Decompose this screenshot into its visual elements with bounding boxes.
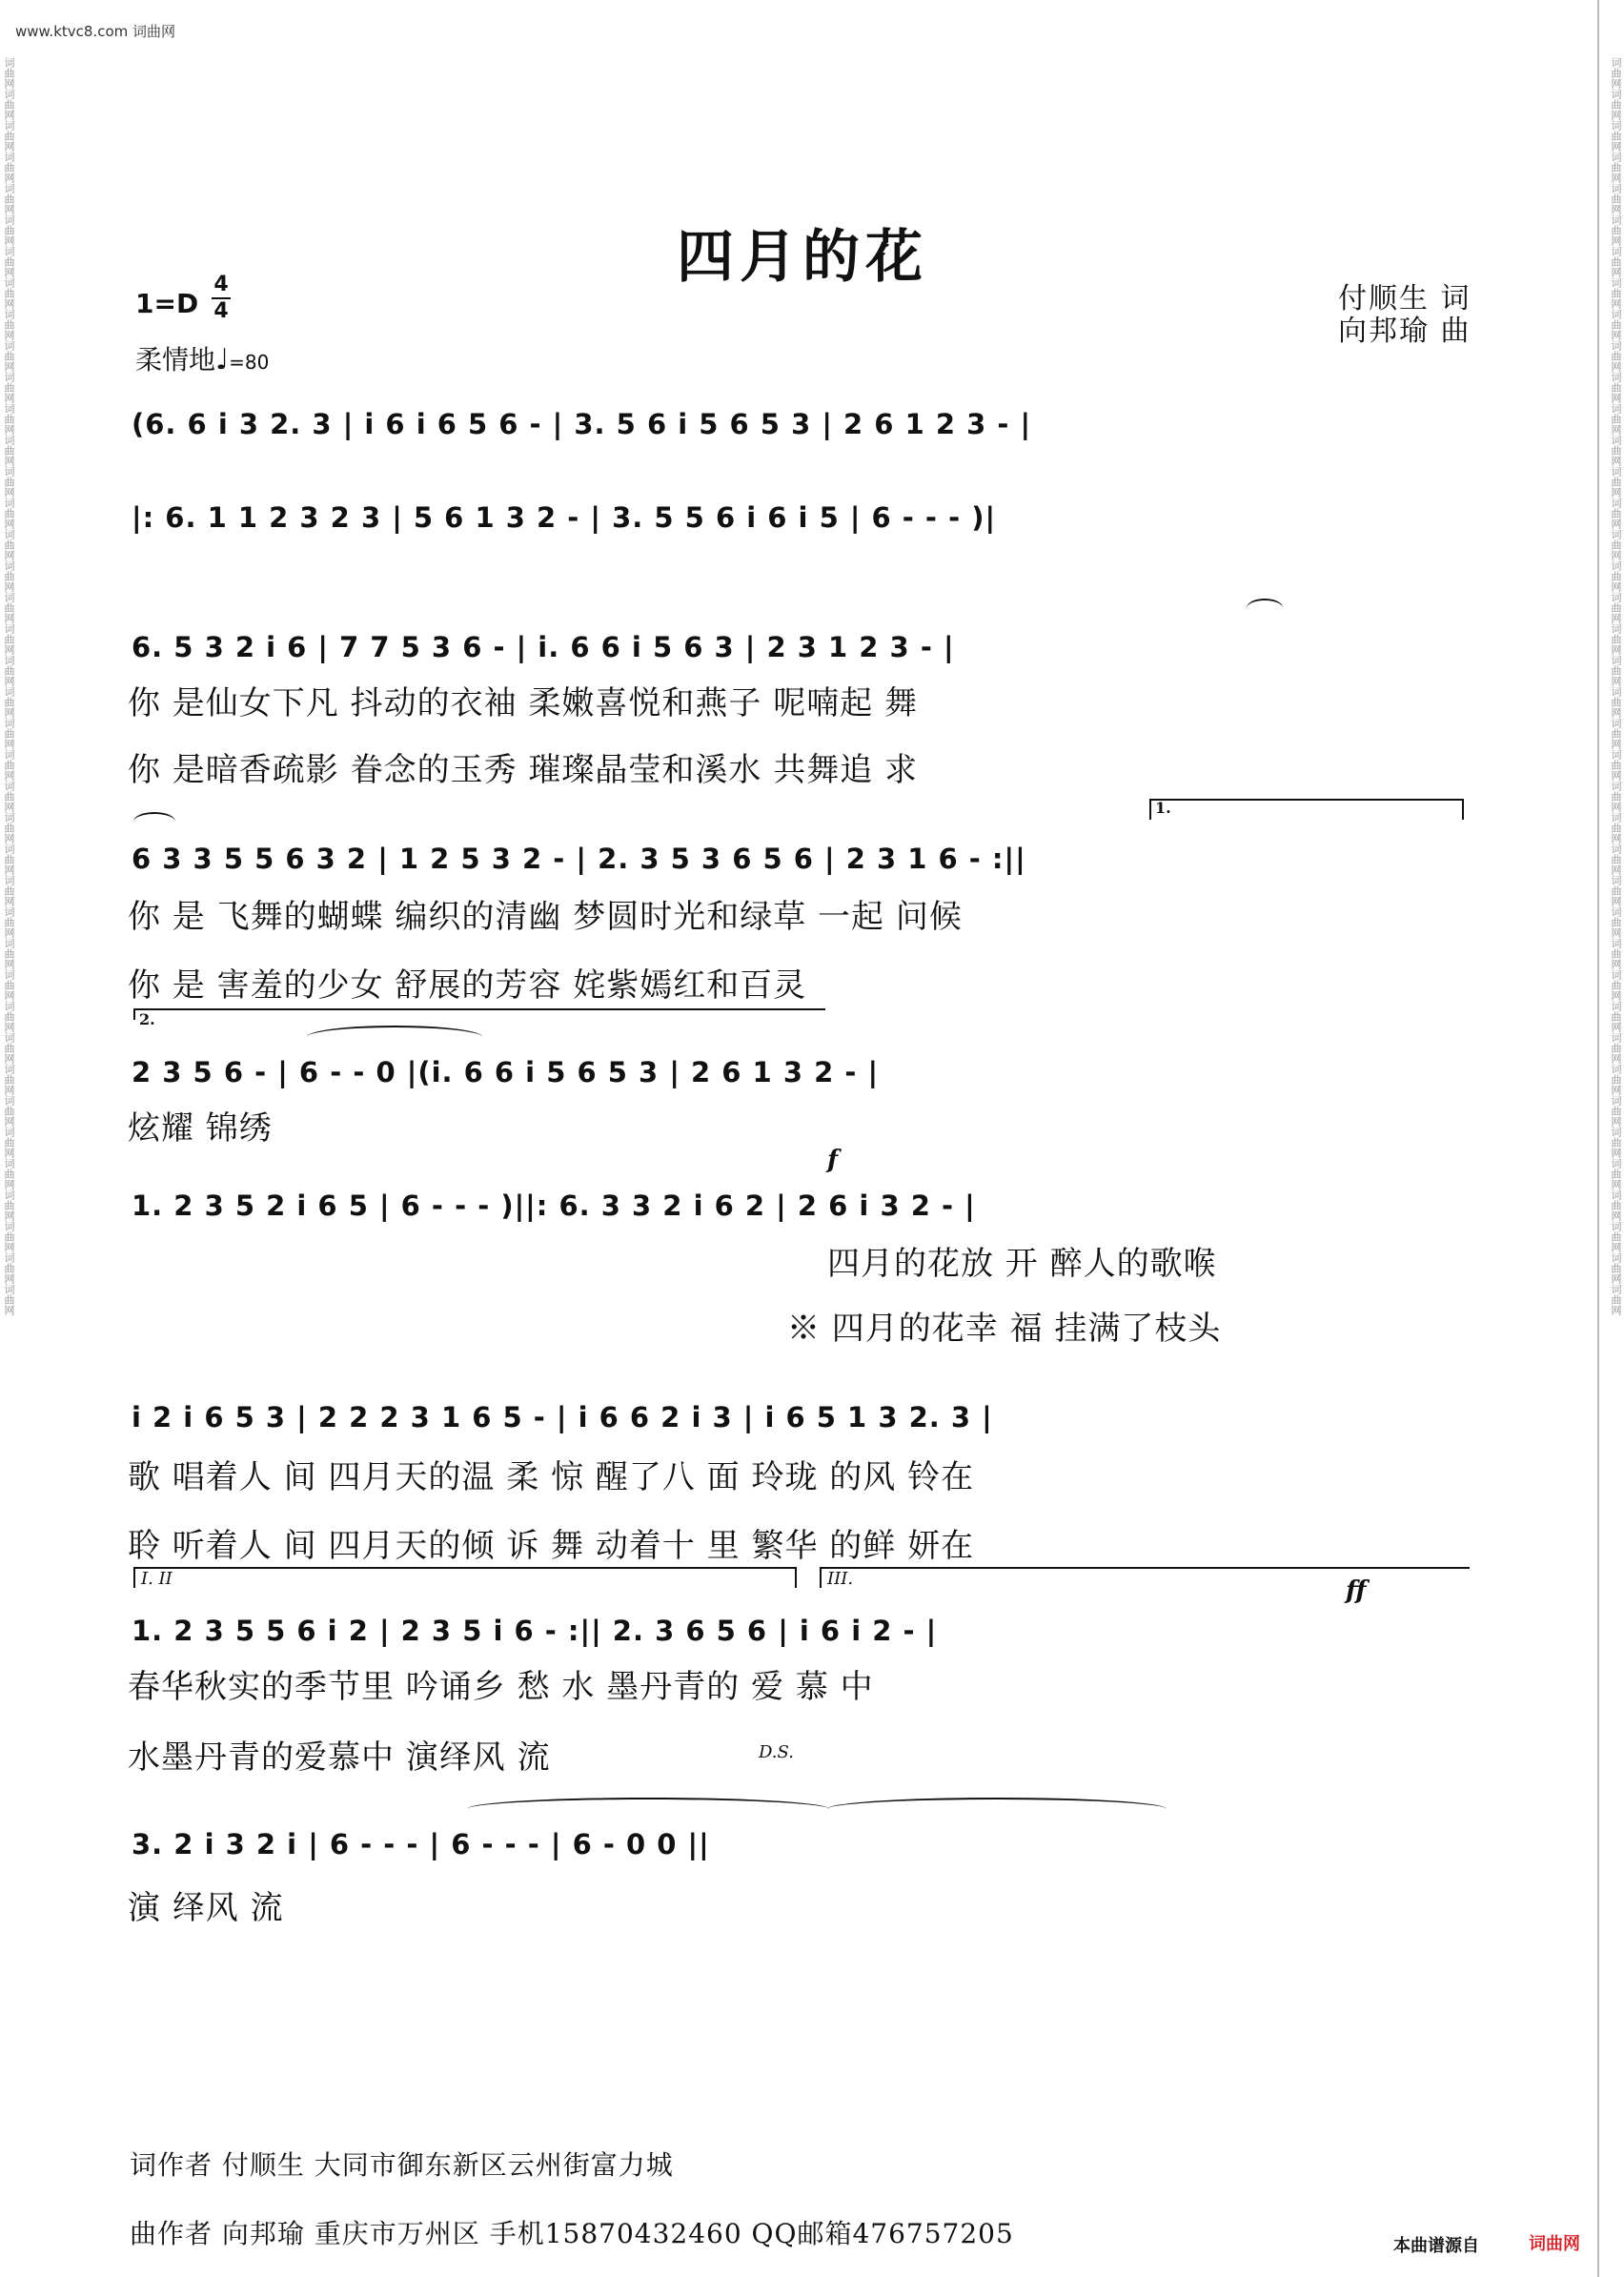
quarter-note-icon: ♩ [215, 343, 230, 376]
volta-12-bracket [133, 1567, 797, 1588]
site-header: www.ktvc8.com 词曲网 [15, 23, 176, 40]
lyric-row-6b: ※ 四月的花幸 福 挂满了枝头 [787, 1310, 1222, 1348]
time-bottom: 4 [213, 299, 229, 323]
left-watermark: 词曲网词曲网词曲网词曲网词曲网词曲网词曲网词曲网词曲网词曲网词曲网词曲网词曲网词曲网词曲网词曲网词曲网词曲网词曲网词曲网词曲网词曲网词曲网词曲网词曲网词曲网词曲网词曲网词曲网词曲网词曲网词曲网词曲网词曲网词曲网词曲网词曲网词曲网词曲网词曲网 [3, 57, 15, 1315]
notation-row-5: 2 3 5 6 - | 6 - - 0 |(i. 6 6 i 5 6 5 3 | 2 6 1 3 2 - | [132, 1056, 880, 1088]
notation-row-1: (6. 6 i 3 2. 3 | i 6 i 6 5 6 - | 3. 5 6 i 5 6 5 3 | 2 6 1 2 3 - | [132, 408, 1032, 440]
song-title: 四月的花 [677, 224, 928, 291]
tempo-marking [135, 339, 269, 377]
slur-mark [133, 812, 175, 831]
lyric-row-6a: 四月的花放 开 醉人的歌喉 [827, 1245, 1217, 1283]
right-watermark: 词曲网词曲网词曲网词曲网词曲网词曲网词曲网词曲网词曲网词曲网词曲网词曲网词曲网词曲网词曲网词曲网词曲网词曲网词曲网词曲网词曲网词曲网词曲网词曲网词曲网词曲网词曲网词曲网词曲网词曲网词曲网词曲网词曲网词曲网词曲网词曲网词曲网词曲网词曲网词曲网 [1610, 57, 1622, 1315]
tie-mark [467, 1798, 829, 1820]
notation-row-2: |: 6. 1 1 2 3 2 3 | 5 6 1 3 2 - | 3. 5 5 6 i 6 i 5 | 6 - - - )| [132, 501, 997, 534]
lyricist-credit: 付顺生 词 [1338, 282, 1472, 315]
lyricist-contact: 词作者 付顺生 大同市御东新区云州街富力城 [130, 2149, 674, 2181]
key-signature [135, 288, 198, 319]
slur-mark [1247, 599, 1283, 618]
lyric-row-3a: 你 是仙女下凡 抖动的衣袖 柔嫩喜悦和燕子 呢喃起 舞 [128, 684, 919, 722]
volta-1-label: 1. [1155, 799, 1171, 817]
tie-mark [827, 1798, 1167, 1820]
volta-12-label: I. II [141, 1569, 173, 1589]
lyric-row-3b: 你 是暗香疏影 眷念的玉秀 璀璨晶莹和溪水 共舞追 求 [128, 751, 919, 789]
source-label: 本曲谱源自 [1393, 2236, 1479, 2256]
lyric-row-9a: 演 绎风 流 [128, 1889, 284, 1927]
lyric-row-7a: 歌 唱着人 间 四月天的温 柔 惊 醒了八 面 玲珑 的风 铃在 [128, 1458, 975, 1496]
dal-segno: D.S. [759, 1742, 794, 1762]
lyric-row-8b: 水墨丹青的爱慕中 演绎风 流 [128, 1738, 551, 1777]
notation-row-7: i 2 i 6 5 3 | 2 2 2 3 1 6 5 - | i 6 6 2 i 3 | i 6 5 1 3 2. 3 | [132, 1401, 993, 1433]
volta-3-bracket [820, 1567, 1470, 1588]
time-signature [212, 273, 231, 324]
tempo-value: =80 [229, 351, 270, 374]
volta-1-bracket [1149, 799, 1464, 820]
lyric-row-8a: 春华秋实的季节里 吟诵乡 愁 水 墨丹青的 爱 慕 中 [128, 1668, 874, 1706]
source-brand-logo: 词曲网 [1529, 2234, 1580, 2254]
time-top: 4 [213, 273, 229, 296]
volta-2-bracket [133, 1008, 825, 1020]
lyric-row-4a: 你 是 飞舞的蝴蝶 编织的清幽 梦圆时光和绿草 一起 问候 [128, 898, 963, 936]
tie-mark [307, 1026, 482, 1048]
right-border [1597, 0, 1599, 2277]
lyric-row-7b: 聆 听着人 间 四月天的倾 诉 舞 动着十 里 繁华 的鲜 妍在 [128, 1527, 975, 1565]
dynamic-ff: ff [1346, 1576, 1367, 1605]
lyric-row-4b: 你 是 害羞的少女 舒展的芳容 姹紫嫣红和百灵 [128, 966, 807, 1005]
dynamic-f: f [827, 1146, 839, 1174]
notation-row-4: 6 3 3 5 5 6 3 2 | 1 2 5 3 2 - | 2. 3 5 3 6 5 6 | 2 3 1 6 - :|| [132, 843, 1026, 875]
notation-row-8: 1. 2 3 5 5 6 i 2 | 2 3 5 i 6 - :|| 2. 3 6 5 6 | i 6 i 2 - | [132, 1615, 938, 1647]
tempo-word: 柔情地 [135, 344, 216, 376]
lyric-row-5a: 炫耀 锦绣 [128, 1109, 273, 1148]
notation-row-9: 3. 2 i 3 2 i | 6 - - - | 6 - - - | 6 - 0 0 || [132, 1828, 710, 1860]
key-label: 1=D [135, 288, 199, 319]
volta-3-label: III. [827, 1569, 854, 1589]
notation-row-3: 6. 5 3 2 i 6 | 7 7 5 3 6 - | i. 6 6 i 5 6 3 | 2 3 1 2 3 - | [132, 631, 955, 663]
composer-contact: 曲作者 向邦瑜 重庆市万州区 手机15870432460 QQ邮箱476757205 [130, 2218, 1014, 2249]
volta-2-label: 2. [139, 1010, 155, 1028]
composer-credit: 向邦瑜 曲 [1338, 315, 1472, 348]
notation-row-6: 1. 2 3 5 2 i 6 5 | 6 - - - )||: 6. 3 3 2 i 6 2 | 2 6 i 3 2 - | [132, 1189, 976, 1222]
